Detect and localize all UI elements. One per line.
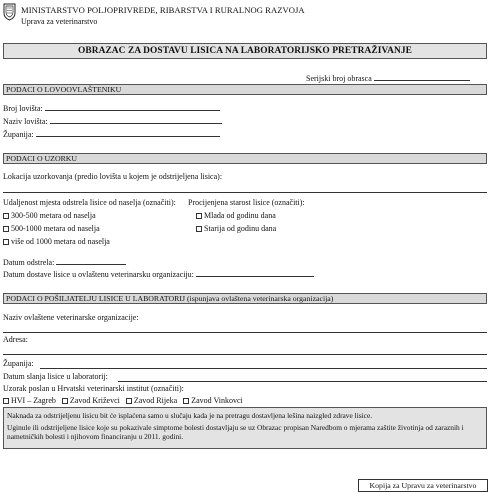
age-option-young[interactable] — [196, 211, 276, 220]
section-owner-header: PODACI O LOVOOVLAŠTENIKU — [3, 84, 487, 95]
delivery-date-row — [3, 268, 314, 279]
form-title: OBRAZAC ZA DOSTAVU LISICA NA LABORATORIJSKO PRETRAŽIVANJE — [3, 43, 487, 59]
sender-county-label: Županija: — [3, 359, 34, 368]
sampling-location-field[interactable] — [3, 192, 487, 193]
distance-500-1000-checkbox[interactable] — [3, 226, 9, 232]
vet-org-field[interactable] — [3, 332, 487, 333]
hunting-ground-name-field[interactable] — [50, 115, 222, 124]
age-old-label: Starija od godinu dana — [204, 224, 277, 233]
age-option-old[interactable] — [196, 224, 276, 233]
rijeka-checkbox[interactable] — [126, 398, 132, 404]
institute-option-krizevci[interactable] — [62, 396, 120, 405]
institute-option-zagreb[interactable] — [3, 396, 56, 405]
distance-label: Udaljenost mjesta odstrela lisice od naselja (označiti): — [3, 198, 176, 207]
zagreb-label: HVI – Zagreb — [11, 396, 56, 405]
delivery-date-field[interactable] — [196, 268, 314, 277]
sampling-location-label: Lokacija uzorkovanja (predio lovišta u kojem je odstrijeljena lisica): — [3, 172, 223, 181]
institute-label: Uzorak poslan u Hrvatski veterinarski institut (označiti): — [3, 384, 184, 393]
shot-date-field[interactable] — [56, 256, 126, 265]
distance-300-500-label: 300-500 metara od naselja — [11, 211, 96, 220]
send-date-field[interactable] — [118, 381, 487, 382]
shot-date-row — [3, 256, 126, 267]
distance-option-500-1000[interactable] — [3, 224, 100, 233]
section-sender-title: PODACI O POŠILJATELJU LISICE U LABORATORIJ — [6, 294, 185, 303]
hunting-ground-number-field[interactable] — [45, 102, 220, 111]
coat-of-arms-icon — [3, 3, 16, 21]
notes-box — [3, 407, 487, 449]
hunting-ground-number-row — [3, 102, 220, 113]
copy-label: Kopija za Upravu za veterinarstvo — [358, 479, 488, 492]
institute-option-rijeka[interactable] — [126, 396, 177, 405]
owner-county-label: Županija: — [3, 130, 34, 139]
distance-option-over-1000[interactable] — [3, 237, 110, 246]
address-label: Adresa: — [3, 335, 28, 344]
age-young-checkbox[interactable] — [196, 213, 202, 219]
vet-org-label: Naziv ovlaštene veterinarske organizacije: — [3, 313, 139, 322]
krizevci-checkbox[interactable] — [62, 398, 68, 404]
vinkovci-checkbox[interactable] — [183, 398, 189, 404]
delivery-date-label: Datum dostave lisice u ovlaštenu veterinarsku organizaciju: — [3, 270, 194, 279]
section-sender-header — [3, 293, 487, 304]
shot-date-label: Datum odstrela: — [3, 258, 55, 267]
distance-over-1000-checkbox[interactable] — [3, 239, 9, 245]
send-date-label: Datum slanja lisice u laboratorij: — [3, 372, 108, 381]
note-compensation: Naknada za odstrijeljenu lisicu bit će isplaćena samo u slučaju kada je na pretragu dostavljena lešina naizgled zdrave lisice. — [7, 411, 373, 420]
hunting-ground-name-label: Naziv lovišta: — [3, 117, 48, 126]
rijeka-label: Zavod Rijeka — [133, 396, 178, 405]
institute-options — [3, 396, 243, 405]
department-name: Uprava za veterinarstvo — [21, 17, 98, 26]
ministry-name: MINISTARSTVO POLJOPRIVREDE, RIBARSTVA I RURALNOG RAZVOJA — [21, 5, 305, 15]
note-sick-foxes: Uginule ili odstrijeljene lisice koje su pokazivale simptome bolesti dostavljaju se uz Obrazac propisan Naredbom o mjerama zaštite životinja od zaraznih i nametničkih bolesti i njihovom financiranju u 2011. godini. — [7, 422, 464, 442]
distance-500-1000-label: 500-1000 metara od naselja — [11, 224, 100, 233]
hunting-ground-name-row — [3, 115, 222, 126]
distance-over-1000-label: više od 1000 metara od naselja — [11, 237, 110, 246]
distance-option-300-500[interactable] — [3, 211, 96, 220]
vinkovci-label: Zavod Vinkovci — [191, 396, 243, 405]
hunting-ground-number-label: Broj lovišta: — [3, 104, 43, 113]
serial-number-field[interactable] — [374, 72, 470, 81]
age-label: Procijenjena starost lisice (označiti): — [188, 198, 305, 207]
owner-county-field[interactable] — [36, 128, 220, 137]
section-sender-note: (ispunjava ovlaštena veterinarska organizacija) — [186, 294, 334, 303]
address-field[interactable] — [3, 354, 487, 355]
section-sample-header: PODACI O UZORKU — [3, 153, 487, 164]
serial-number-label: Serijski broj obrasca — [306, 74, 372, 83]
institute-option-vinkovci[interactable] — [183, 396, 243, 405]
age-young-label: Mlada od godinu dana — [204, 211, 276, 220]
owner-county-row — [3, 128, 220, 139]
zagreb-checkbox[interactable] — [3, 398, 9, 404]
sender-county-field[interactable] — [40, 368, 487, 369]
serial-number-row — [306, 72, 470, 83]
krizevci-label: Zavod Križevci — [69, 396, 120, 405]
distance-300-500-checkbox[interactable] — [3, 213, 9, 219]
age-old-checkbox[interactable] — [196, 226, 202, 232]
